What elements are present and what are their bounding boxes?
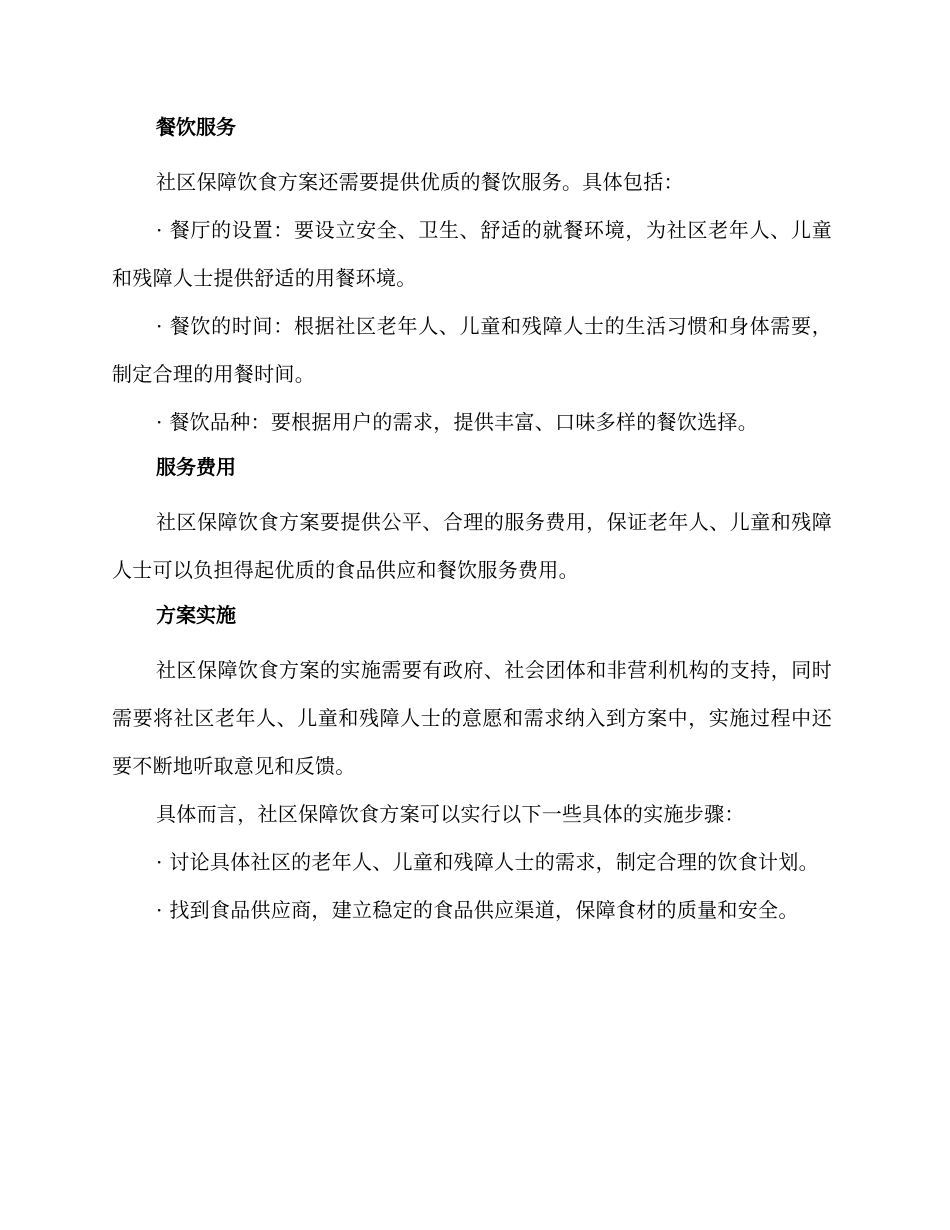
paragraph: 具体而言，社区保障饮食方案可以实行以下一些具体的实施步骤： (156, 802, 745, 826)
document-page (112, 108, 832, 934)
paragraph: 社区保障饮食方案要提供公平、合理的服务费用，保证老年人、儿童和残障人士可以负担得起优质的食品供应和餐饮服务费用。 (112, 510, 832, 582)
section-heading-implementation: 方案实施 (156, 603, 236, 627)
paragraph: 社区保障饮食方案还需要提供优质的餐饮服务。具体包括： (156, 170, 684, 194)
bullet-item: · 餐厅的设置：要设立安全、卫生、舒适的就餐环境，为社区老年人、儿童和残障人士提供舒适的用餐环境。 (112, 218, 832, 290)
section-heading-service-fees: 服务费用 (156, 455, 236, 479)
section-heading-catering: 餐饮服务 (156, 115, 236, 139)
bullet-item: · 餐饮的时间：根据社区老年人、儿童和残障人士的生活习惯和身体需要，制定合理的用餐时间。 (112, 314, 832, 386)
paragraph: 社区保障饮食方案的实施需要有政府、社会团体和非营利机构的支持，同时需要将社区老年人、儿童和残障人士的意愿和需求纳入到方案中，实施过程中还要不断地听取意见和反馈。 (112, 658, 832, 778)
bullet-item: · 讨论具体社区的老年人、儿童和残障人士的需求，制定合理的饮食计划。 (156, 850, 819, 874)
bullet-item: · 餐饮品种：要根据用户的需求，提供丰富、口味多样的餐饮选择。 (156, 410, 759, 434)
bullet-item: · 找到食品供应商，建立稳定的食品供应渠道，保障食材的质量和安全。 (156, 898, 799, 922)
